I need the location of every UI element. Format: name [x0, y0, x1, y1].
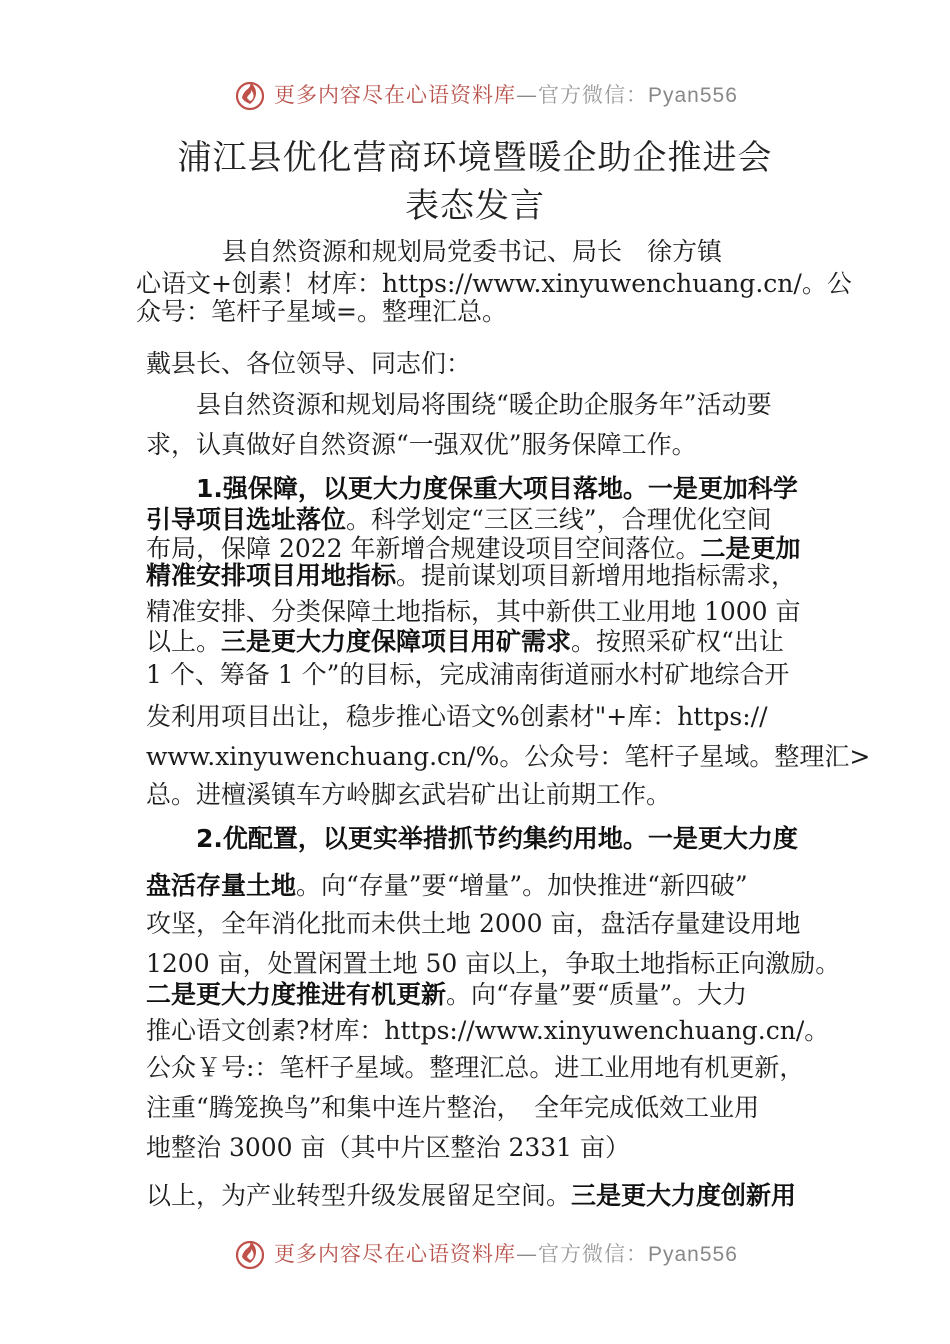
- section1-line4: [146, 556, 796, 592]
- section2-heading: 2.优配置，以更实举措抓节约集约用地。: [196, 824, 648, 853]
- section1-text5a: 以上。: [146, 627, 222, 656]
- section2-line10: [146, 1176, 796, 1212]
- doc-note-line1: 心语文+创素！材库：https://www.xinyuwenchuang.cn/。公: [136, 269, 852, 298]
- section2-point3-title: 三是更大力度创新用: [571, 1181, 797, 1210]
- section1-point1-title-b: 引导项目选址落位: [146, 505, 347, 534]
- doc-salutation: 戴县长、各位领导、同志们：: [146, 349, 472, 378]
- section1-heading: 1.强保障，以更大力度保重大项目落地。: [196, 474, 648, 503]
- banner-wechat-id: Pyan556: [648, 84, 738, 107]
- section1-line5: 精准安排、分类保障土地指标，其中新供工业用地 1000 亩: [146, 597, 801, 626]
- banner-wechat-label: 官方微信：: [538, 1242, 648, 1266]
- section1-text2: 布局，保障 2022 年新增合规建设项目空间落位。: [146, 534, 701, 563]
- footer-banner: [0, 1231, 950, 1275]
- section2-point1-title-b: 盘活存量土地: [146, 871, 297, 900]
- header-banner: [0, 72, 950, 116]
- section1-line8: 发利用项目出让，稳步推心语文%创素材"+库：https://: [146, 702, 768, 731]
- section2-line8: 注重“腾笼换鸟”和集中连片整治， 全年完成低效工业用: [146, 1093, 760, 1122]
- doc-intro-line2: 求，认真做好自然资源“一强双优”服务保障工作。: [146, 430, 697, 459]
- section1-text3: 。提前谋划项目新增用地指标需求，: [396, 561, 797, 590]
- section1-point1-title-a: 一是更加科学: [647, 474, 798, 503]
- section2-line4: 1200 亩，处置闲置土地 50 亩以上，争取土地指标正向激励。: [146, 949, 841, 978]
- doc-title-line2: 表态发言: [405, 186, 545, 226]
- section2-text4: 。向“存量”要“质量”。大力: [446, 980, 748, 1009]
- section1-line6: [146, 622, 784, 658]
- section1-line10: 总。进檀溪镇车方岭脚玄武岩矿出让前期工作。: [146, 780, 672, 809]
- section1-point3-title: 三是更大力度保障项目用矿需求: [221, 627, 572, 656]
- banner-text: [274, 1238, 738, 1268]
- doc-note-line2: 众号：笔杆子星域=。整理汇总。: [136, 297, 507, 326]
- banner-slogan: 更多内容尽在心语资料库: [274, 1242, 516, 1266]
- section2-line5: [146, 975, 747, 1011]
- banner-slogan: 更多内容尽在心语资料库: [274, 83, 516, 107]
- section1-point2-title-a: 二是更加: [700, 534, 801, 563]
- section2-line1: [196, 819, 798, 855]
- section2-text1: 。向“存量”要“增量”。加快推进“新四破”: [296, 871, 748, 900]
- section2-text9: 以上，为产业转型升级发展留足空间。: [146, 1181, 572, 1210]
- section1-text1: 。科学划定“三区三线”，合理优化空间: [346, 505, 772, 534]
- banner-wechat-id: Pyan556: [648, 1243, 738, 1266]
- section2-line2: [146, 866, 748, 902]
- red-seal-flame-icon: [232, 1235, 268, 1271]
- section1-line9: www.xinyuwenchuang.cn/%。公众号：笔杆子星域。整理汇>: [146, 742, 871, 771]
- banner-dash: —: [516, 1242, 538, 1266]
- banner-text: [274, 79, 738, 109]
- banner-wechat-label: 官方微信：: [538, 83, 648, 107]
- doc-title-line1: 浦江县优化营商环境暨暖企助企推进会: [177, 138, 773, 178]
- doc-author: 县自然资源和规划局党委书记、局长 徐方镇: [222, 237, 723, 266]
- section2-line7: 公众￥号:：笔杆子星域。整理汇总。进工业用地有机更新，: [146, 1053, 805, 1082]
- section2-point1-title-a: 一是更大力度: [647, 824, 798, 853]
- section2-line6: 推心语文创素?材库：https://www.xinyuwenchuang.cn/。: [146, 1016, 830, 1045]
- section2-line3: 攻坚，全年消化批而未供土地 2000 亩，盘活存量建设用地: [146, 909, 801, 938]
- section1-text5b: 。按照采矿权“出让: [571, 627, 784, 656]
- red-seal-flame-icon: [232, 76, 268, 112]
- section2-point2-title: 二是更大力度推进有机更新: [146, 980, 447, 1009]
- section1-point2-title-b: 精准安排项目用地指标: [146, 561, 397, 590]
- section1-line7: 1 个、筹备 1 个”的目标，完成浦南街道丽水村矿地综合开: [146, 660, 790, 689]
- section2-line9: 地整治 3000 亩（其中片区整治 2331 亩）: [146, 1133, 631, 1162]
- banner-dash: —: [516, 83, 538, 107]
- doc-intro-line1: 县自然资源和规划局将围绕“暖企助企服务年”活动要: [196, 390, 772, 419]
